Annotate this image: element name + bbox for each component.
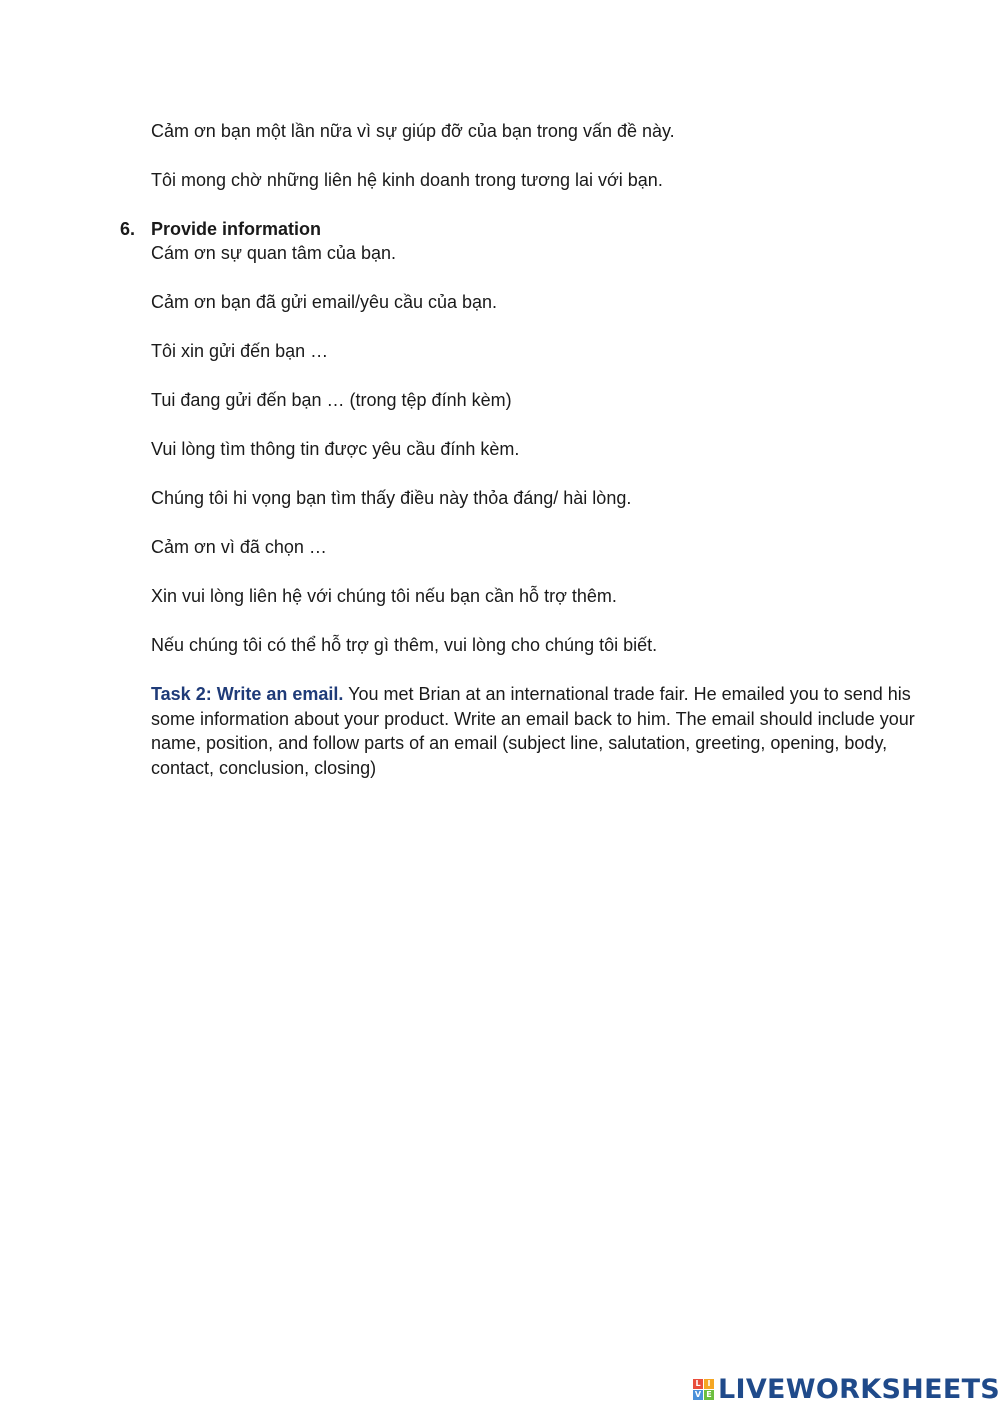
section-title: Provide information: [151, 219, 322, 239]
task-2-text: You met Brian at an international trade fair. He emailed you to send his some information about your product. Write an email back to him. The email should include your name, position, and follow parts of an email (subject line, salutation, greeting, opening, body, contact, conclusion, closing): [151, 684, 915, 778]
phrase-line: Tôi xin gửi đến bạn …: [151, 341, 329, 361]
phrase-line: Chúng tôi hi vọng bạn tìm thấy điều này thỏa đáng/ hài lòng.: [151, 488, 632, 508]
phrase-line: Cám ơn sự quan tâm của bạn.: [151, 243, 396, 263]
closing-line-thanks-again: Cảm ơn bạn một lần nữa vì sự giúp đỡ của bạn trong vấn đề này.: [151, 121, 675, 141]
logo-icon-letter: E: [704, 1390, 714, 1400]
task-2-label: Task 2: Write an email.: [151, 684, 344, 704]
logo-icon-letter: I: [704, 1379, 714, 1389]
closing-line-look-forward: Tôi mong chờ những liên hệ kinh doanh trong tương lai với bạn.: [151, 170, 663, 190]
phrase-line: Cảm ơn bạn đã gửi email/yêu cầu của bạn.: [151, 292, 498, 312]
task-2-instructions: [151, 682, 921, 780]
liveworksheets-logo-icon: [693, 1379, 714, 1400]
phrase-line: Xin vui lòng liên hệ với chúng tôi nếu bạn cần hỗ trợ thêm.: [151, 586, 617, 606]
phrase-line: Vui lòng tìm thông tin được yêu cầu đính kèm.: [151, 439, 520, 459]
liveworksheets-logo-text: LIVEWORKSHEETS: [718, 1373, 1000, 1405]
liveworksheets-logo: [693, 1374, 1000, 1404]
logo-icon-letter: V: [694, 1389, 702, 1399]
logo-icon-letter: L: [693, 1379, 703, 1389]
phrase-line: Nếu chúng tôi có thể hỗ trợ gì thêm, vui lòng cho chúng tôi biết.: [151, 635, 658, 655]
section-number: 6.: [120, 219, 136, 239]
phrase-line: Cảm ơn vì đã chọn …: [151, 537, 327, 557]
phrase-line: Tui đang gửi đến bạn … (trong tệp đính kèm): [151, 390, 512, 410]
